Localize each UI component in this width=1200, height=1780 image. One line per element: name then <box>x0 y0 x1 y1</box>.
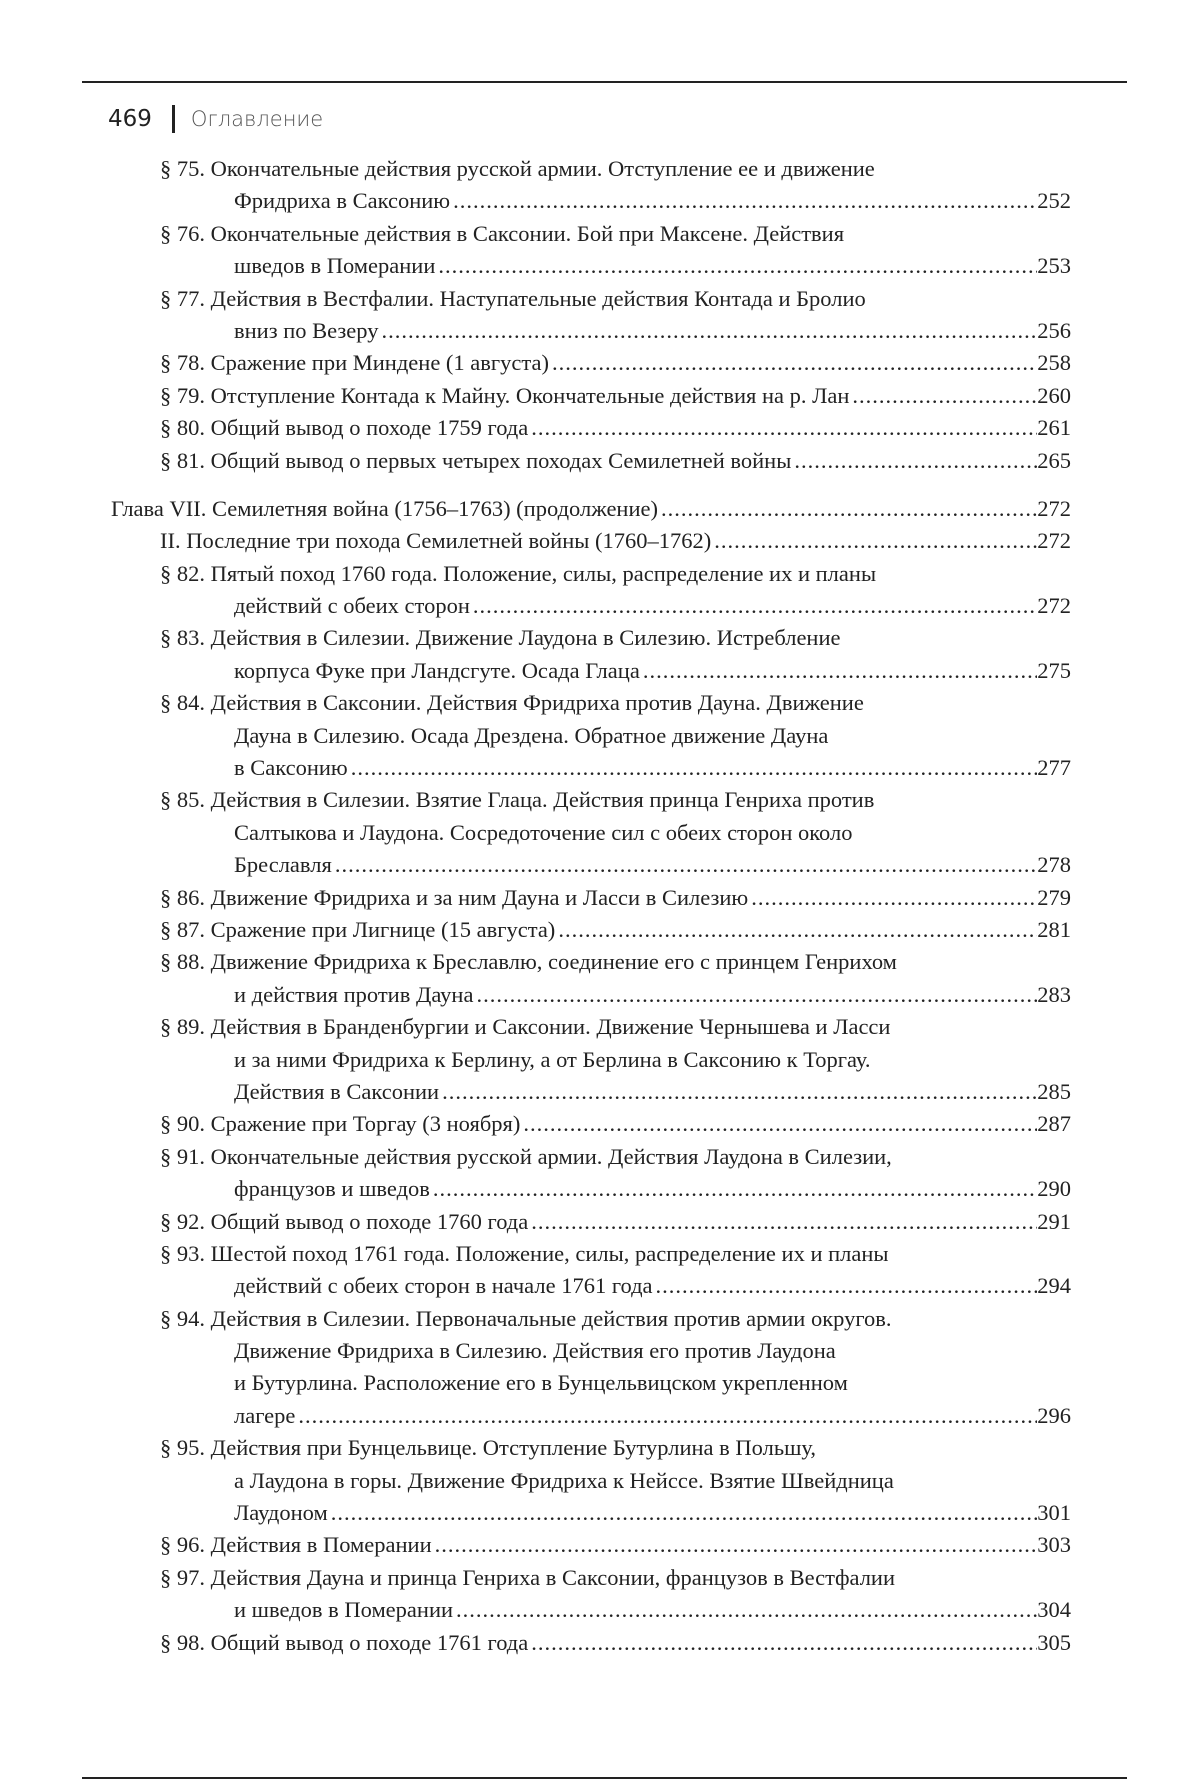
toc-entry-text: и шведов в Померании <box>234 1594 453 1626</box>
dot-leader <box>432 1529 1038 1561</box>
toc-entry[interactable] <box>0 914 1200 946</box>
toc-page-number: 287 <box>1037 1108 1071 1140</box>
toc-entry-text: § 81. Общий вывод о первых четырех походах Семилетней войны <box>160 445 791 477</box>
toc-entry[interactable] <box>0 946 1200 1011</box>
toc-entry[interactable] <box>0 1238 1200 1303</box>
toc-page-number: 261 <box>1037 412 1071 444</box>
toc-entry[interactable] <box>0 1562 1200 1627</box>
toc-page-number: 303 <box>1037 1529 1071 1561</box>
toc-line <box>0 493 1071 525</box>
toc-line <box>0 1627 1071 1659</box>
toc-entry-text: II. Последние три похода Семилетней войны (1760–1762) <box>160 525 711 557</box>
toc-line <box>0 1432 1200 1464</box>
dot-leader <box>470 590 1037 622</box>
toc-line <box>0 1529 1071 1561</box>
toc-entry[interactable] <box>0 412 1200 444</box>
header-separator <box>172 105 175 133</box>
toc-entry[interactable] <box>0 1432 1200 1529</box>
toc-entry-text: § 97. Действия Дауна и принца Генриха в Саксонии, французов в Вестфалии <box>160 1562 895 1594</box>
toc-entry-text: § 77. Действия в Вестфалии. Наступательные действия Контада и Бролио <box>160 283 866 315</box>
dot-leader <box>520 1108 1037 1140</box>
toc-page-number: 272 <box>1037 590 1071 622</box>
toc-line <box>0 979 1071 1011</box>
dot-leader <box>849 380 1037 412</box>
toc-entry[interactable] <box>0 622 1200 687</box>
toc-entry-text: § 94. Действия в Силезии. Первоначальные действия против армии округов. <box>160 1303 892 1335</box>
toc-entry[interactable] <box>0 347 1200 379</box>
toc-entry[interactable] <box>0 218 1200 283</box>
toc-page-number: 253 <box>1037 250 1071 282</box>
toc-page-number: 277 <box>1037 752 1071 784</box>
toc-entry-text: § 87. Сражение при Лигнице (15 августа) <box>160 914 555 946</box>
toc-entry-text: действий с обеих сторон <box>234 590 470 622</box>
toc-page-number: 278 <box>1037 849 1071 881</box>
toc-page-number: 279 <box>1037 882 1071 914</box>
toc-line <box>0 946 1200 978</box>
toc-entry-text: § 88. Движение Фридриха к Бреславлю, соединение его с принцем Генрихом <box>160 946 897 978</box>
toc-entry[interactable] <box>0 558 1200 623</box>
dot-leader <box>439 1076 1037 1108</box>
dot-leader <box>658 493 1037 525</box>
toc-entry-text: § 82. Пятый поход 1760 года. Положение, силы, распределение их и планы <box>160 558 876 590</box>
dot-leader <box>450 185 1037 217</box>
toc-entry[interactable] <box>0 784 1200 881</box>
toc-line <box>0 1141 1200 1173</box>
running-title: Оглавление <box>191 107 323 131</box>
toc-entry-text: французов и шведов <box>234 1173 430 1205</box>
toc-line <box>0 622 1200 654</box>
toc-entry[interactable] <box>0 283 1200 348</box>
toc-line <box>0 720 1200 752</box>
toc-entry-text: Дауна в Силезию. Осада Дрездена. Обратное движение Дауна <box>234 720 828 752</box>
running-header <box>108 102 323 136</box>
toc-line <box>0 525 1071 557</box>
toc-page-number: 252 <box>1037 185 1071 217</box>
toc-page-number: 283 <box>1037 979 1071 1011</box>
toc-entry[interactable] <box>0 1011 1200 1108</box>
toc-page-number: 301 <box>1037 1497 1071 1529</box>
toc-line <box>0 380 1071 412</box>
dot-leader <box>328 1497 1038 1529</box>
toc-entry-text: Салтыкова и Лаудона. Сосредоточение сил с обеих сторон около <box>234 817 852 849</box>
toc-line <box>0 1465 1200 1497</box>
toc-page-number: 304 <box>1037 1594 1071 1626</box>
toc-entry-text: § 92. Общий вывод о походе 1760 года <box>160 1206 528 1238</box>
toc-line <box>0 558 1200 590</box>
toc-entry[interactable] <box>0 687 1200 784</box>
toc-line <box>0 1335 1200 1367</box>
toc-entry-text: § 95. Действия при Бунцельвице. Отступление Бутурлина в Польшу, <box>160 1432 816 1464</box>
toc-entry-text: Лаудоном <box>234 1497 328 1529</box>
toc-entry-text: и Бутурлина. Расположение его в Бунцельвицском укрепленном <box>234 1367 848 1399</box>
toc-page-number: 285 <box>1037 1076 1071 1108</box>
toc-line <box>0 1303 1200 1335</box>
toc-page-number: 294 <box>1037 1270 1071 1302</box>
table-of-contents <box>0 153 1200 1659</box>
toc-entry-text: Движение Фридриха в Силезию. Действия его против Лаудона <box>234 1335 836 1367</box>
toc-line <box>0 1044 1200 1076</box>
toc-line <box>0 882 1071 914</box>
toc-line <box>0 1011 1200 1043</box>
dot-leader <box>640 655 1037 687</box>
toc-line <box>0 347 1071 379</box>
toc-line <box>0 752 1071 784</box>
toc-page-number: 260 <box>1037 380 1071 412</box>
toc-entry-text: § 84. Действия в Саксонии. Действия Фридриха против Дауна. Движение <box>160 687 864 719</box>
toc-entry[interactable] <box>0 1627 1200 1659</box>
dot-leader <box>711 525 1037 557</box>
toc-line <box>0 687 1200 719</box>
toc-line <box>0 445 1071 477</box>
toc-line <box>0 849 1071 881</box>
toc-entry-text: § 96. Действия в Померании <box>160 1529 432 1561</box>
toc-entry[interactable] <box>0 882 1200 914</box>
toc-page-number: 275 <box>1037 655 1071 687</box>
toc-entry-text: § 75. Окончательные действия русской армии. Отступление ее и движение <box>160 153 875 185</box>
dot-leader <box>378 315 1037 347</box>
toc-line <box>0 315 1071 347</box>
toc-entry[interactable] <box>0 445 1200 477</box>
toc-entry-text: § 98. Общий вывод о походе 1761 года <box>160 1627 528 1659</box>
toc-page-number: 258 <box>1037 347 1071 379</box>
toc-page-number: 272 <box>1037 493 1071 525</box>
toc-page-number: 272 <box>1037 525 1071 557</box>
toc-page-number: 305 <box>1037 1627 1071 1659</box>
toc-line <box>0 185 1071 217</box>
section-gap <box>0 477 1200 493</box>
toc-line <box>0 914 1071 946</box>
toc-line <box>0 1497 1071 1529</box>
dot-leader <box>528 412 1037 444</box>
toc-line <box>0 250 1071 282</box>
toc-entry-text: Глава VII. Семилетняя война (1756–1763) (продолжение) <box>111 493 658 525</box>
dot-leader <box>473 979 1037 1011</box>
toc-page-number: 265 <box>1037 445 1071 477</box>
dot-leader <box>435 250 1037 282</box>
toc-entry-text: а Лаудона в горы. Движение Фридриха к Нейссе. Взятие Швейдница <box>234 1465 894 1497</box>
toc-page-number: 291 <box>1037 1206 1071 1238</box>
toc-entry-text: лагере <box>234 1400 295 1432</box>
toc-entry-text: § 91. Окончательные действия русской армии. Действия Лаудона в Силезии, <box>160 1141 892 1173</box>
dot-leader <box>555 914 1037 946</box>
toc-entry-text: § 93. Шестой поход 1761 года. Положение, силы, распределение их и планы <box>160 1238 889 1270</box>
toc-line <box>0 817 1200 849</box>
toc-line <box>0 1076 1071 1108</box>
toc-entry-text: корпуса Фуке при Ландсгуте. Осада Глаца <box>234 655 640 687</box>
dot-leader <box>528 1206 1037 1238</box>
page-number: 469 <box>108 106 152 132</box>
dot-leader <box>332 849 1037 881</box>
toc-entry-text: § 85. Действия в Силезии. Взятие Глаца. Действия принца Генриха против <box>160 784 874 816</box>
toc-entry-text: действий с обеих сторон в начале 1761 года <box>234 1270 653 1302</box>
toc-entry[interactable] <box>0 1529 1200 1561</box>
toc-entry-text: Фридриха в Саксонию <box>234 185 450 217</box>
toc-line <box>0 784 1200 816</box>
dot-leader <box>348 752 1038 784</box>
toc-line <box>0 153 1200 185</box>
toc-entry-text: § 80. Общий вывод о походе 1759 года <box>160 412 528 444</box>
toc-line <box>0 1270 1071 1302</box>
dot-leader <box>748 882 1037 914</box>
toc-entry-text: § 86. Движение Фридриха и за ним Дауна и Ласси в Силезию <box>160 882 748 914</box>
bottom-rule <box>82 1777 1127 1779</box>
dot-leader <box>791 445 1037 477</box>
dot-leader <box>549 347 1037 379</box>
toc-page-number: 290 <box>1037 1173 1071 1205</box>
toc-entry-text: в Саксонию <box>234 752 348 784</box>
toc-line <box>0 283 1200 315</box>
toc-entry[interactable] <box>0 1141 1200 1206</box>
toc-entry[interactable] <box>0 1108 1200 1140</box>
toc-line <box>0 1400 1071 1432</box>
toc-entry-text: § 83. Действия в Силезии. Движение Лаудона в Силезию. Истребление <box>160 622 841 654</box>
toc-line <box>0 1594 1071 1626</box>
toc-line <box>0 590 1071 622</box>
toc-entry[interactable] <box>0 380 1200 412</box>
toc-line <box>0 1238 1200 1270</box>
toc-entry[interactable] <box>0 525 1200 557</box>
toc-page-number: 281 <box>1037 914 1071 946</box>
dot-leader <box>653 1270 1038 1302</box>
toc-page-number: 296 <box>1037 1400 1071 1432</box>
toc-line <box>0 1108 1071 1140</box>
toc-line <box>0 1367 1200 1399</box>
toc-entry-text: § 76. Окончательные действия в Саксонии. Бой при Максене. Действия <box>160 218 844 250</box>
toc-line <box>0 655 1071 687</box>
toc-entry-text: § 90. Сражение при Торгау (3 ноября) <box>160 1108 520 1140</box>
toc-line <box>0 1562 1200 1594</box>
toc-entry-text: вниз по Везеру <box>234 315 378 347</box>
toc-entry[interactable] <box>0 1206 1200 1238</box>
toc-entry-text: Действия в Саксонии <box>234 1076 439 1108</box>
toc-entry-text: и за ними Фридриха к Берлину, а от Берлина в Саксонию к Торгау. <box>234 1044 870 1076</box>
toc-entry-text: § 79. Отступление Контада к Майну. Окончательные действия на р. Лан <box>160 380 849 412</box>
dot-leader <box>528 1627 1037 1659</box>
top-rule <box>82 81 1127 83</box>
toc-entry-text: и действия против Дауна <box>234 979 473 1011</box>
toc-entry-text: шведов в Померании <box>234 250 435 282</box>
toc-entry-text: § 78. Сражение при Миндене (1 августа) <box>160 347 549 379</box>
toc-entry[interactable] <box>0 153 1200 218</box>
toc-entry[interactable] <box>0 1303 1200 1433</box>
toc-line <box>0 1173 1071 1205</box>
toc-entry[interactable] <box>0 493 1200 525</box>
toc-page-number: 256 <box>1037 315 1071 347</box>
dot-leader <box>453 1594 1037 1626</box>
toc-line <box>0 218 1200 250</box>
toc-entry-text: § 89. Действия в Бранденбургии и Саксонии. Движение Чернышева и Ласси <box>160 1011 890 1043</box>
toc-entry-text: Бреславля <box>234 849 332 881</box>
toc-line <box>0 412 1071 444</box>
dot-leader <box>295 1400 1037 1432</box>
toc-line <box>0 1206 1071 1238</box>
dot-leader <box>430 1173 1037 1205</box>
